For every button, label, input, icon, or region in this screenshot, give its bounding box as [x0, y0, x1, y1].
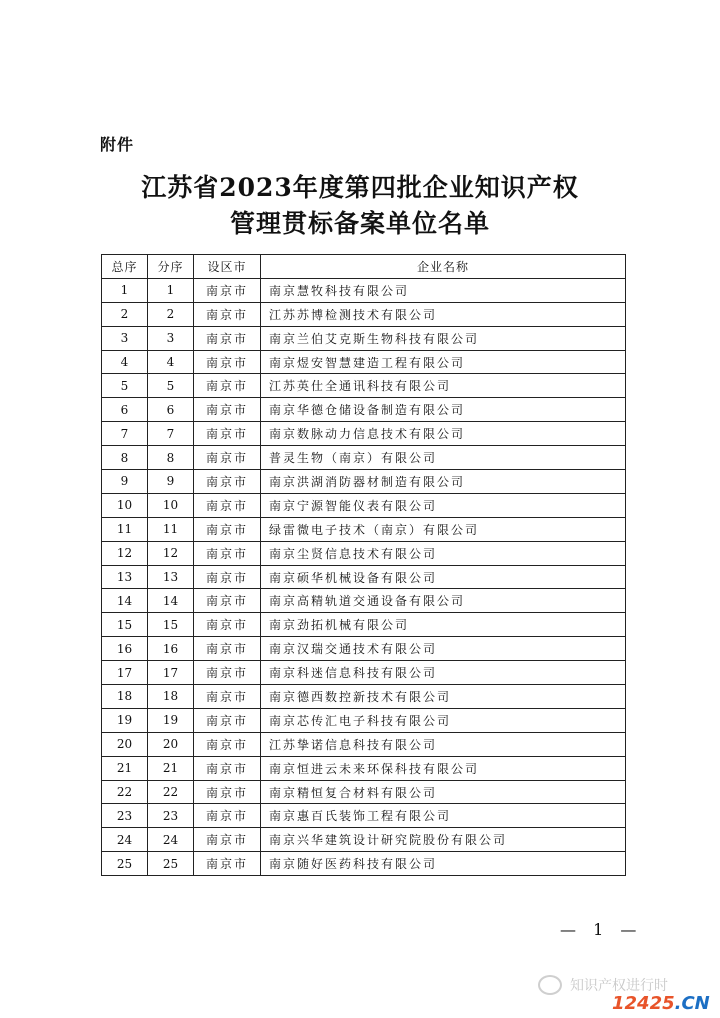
cell-total-index: 24 — [102, 828, 148, 852]
cell-sub-index: 3 — [148, 326, 194, 350]
table-row — [102, 374, 626, 398]
watermark-text: 知识产权进行时 — [570, 978, 668, 994]
cell-company-name: 南京洪湖消防器材制造有限公司 — [261, 470, 626, 494]
wechat-icon — [538, 975, 562, 995]
cell-total-index: 25 — [102, 852, 148, 876]
table-row — [102, 780, 626, 804]
cell-sub-index: 14 — [148, 589, 194, 613]
cell-total-index: 19 — [102, 708, 148, 732]
cell-total-index: 17 — [102, 661, 148, 685]
table-row — [102, 756, 626, 780]
table-row — [102, 589, 626, 613]
cell-total-index: 20 — [102, 732, 148, 756]
cell-company-name: 南京数脉动力信息技术有限公司 — [261, 422, 626, 446]
cell-sub-index: 17 — [148, 661, 194, 685]
cell-city: 南京市 — [194, 422, 261, 446]
cell-sub-index: 11 — [148, 517, 194, 541]
cell-total-index: 1 — [102, 278, 148, 302]
cell-city: 南京市 — [194, 661, 261, 685]
cell-company-name: 南京劲拓机械有限公司 — [261, 613, 626, 637]
cell-city: 南京市 — [194, 589, 261, 613]
cell-sub-index: 16 — [148, 637, 194, 661]
cell-total-index: 22 — [102, 780, 148, 804]
cell-sub-index: 18 — [148, 685, 194, 709]
table-row — [102, 852, 626, 876]
table-row — [102, 661, 626, 685]
cell-city: 南京市 — [194, 517, 261, 541]
cell-company-name: 南京慧牧科技有限公司 — [261, 278, 626, 302]
attachment-label: 附件 — [100, 135, 135, 154]
cell-company-name: 南京随好医药科技有限公司 — [261, 852, 626, 876]
cell-total-index: 8 — [102, 446, 148, 470]
cell-sub-index: 10 — [148, 493, 194, 517]
cell-city: 南京市 — [194, 613, 261, 637]
table-row — [102, 398, 626, 422]
cell-company-name: 南京兰伯艾克斯生物科技有限公司 — [261, 326, 626, 350]
cell-company-name: 南京高精轨道交通设备有限公司 — [261, 589, 626, 613]
table-row — [102, 685, 626, 709]
cell-sub-index: 20 — [148, 732, 194, 756]
cell-city: 南京市 — [194, 278, 261, 302]
table-row — [102, 422, 626, 446]
table-row — [102, 470, 626, 494]
table-row — [102, 493, 626, 517]
cell-total-index: 18 — [102, 685, 148, 709]
cell-total-index: 21 — [102, 756, 148, 780]
table-row — [102, 732, 626, 756]
cell-company-name: 南京惠百氏装饰工程有限公司 — [261, 804, 626, 828]
table-row — [102, 637, 626, 661]
cell-total-index: 9 — [102, 470, 148, 494]
page-number: — 1 — — [560, 920, 643, 939]
cell-city: 南京市 — [194, 398, 261, 422]
cell-sub-index: 9 — [148, 470, 194, 494]
cell-company-name: 南京宁源智能仪表有限公司 — [261, 493, 626, 517]
site-watermark — [612, 993, 710, 1014]
cell-company-name: 南京汉瑞交通技术有限公司 — [261, 637, 626, 661]
header-company-name: 企业名称 — [261, 255, 626, 279]
cell-city: 南京市 — [194, 350, 261, 374]
table-row — [102, 302, 626, 326]
cell-city: 南京市 — [194, 756, 261, 780]
cell-company-name: 南京硕华机械设备有限公司 — [261, 565, 626, 589]
cell-city: 南京市 — [194, 541, 261, 565]
cell-sub-index: 19 — [148, 708, 194, 732]
cell-total-index: 10 — [102, 493, 148, 517]
table-header-row — [102, 255, 626, 279]
cell-sub-index: 25 — [148, 852, 194, 876]
cell-company-name: 江苏英仕全通讯科技有限公司 — [261, 374, 626, 398]
cell-sub-index: 12 — [148, 541, 194, 565]
cell-total-index: 14 — [102, 589, 148, 613]
cell-city: 南京市 — [194, 708, 261, 732]
cell-company-name: 南京德西数控新技术有限公司 — [261, 685, 626, 709]
cell-city: 南京市 — [194, 302, 261, 326]
cell-sub-index: 24 — [148, 828, 194, 852]
cell-city: 南京市 — [194, 637, 261, 661]
table-row — [102, 565, 626, 589]
cell-company-name: 南京芯传汇电子科技有限公司 — [261, 708, 626, 732]
cell-company-name: 南京恒进云未来环保科技有限公司 — [261, 756, 626, 780]
cell-sub-index: 7 — [148, 422, 194, 446]
cell-total-index: 3 — [102, 326, 148, 350]
wechat-watermark — [538, 975, 668, 995]
cell-sub-index: 8 — [148, 446, 194, 470]
cell-total-index: 7 — [102, 422, 148, 446]
cell-city: 南京市 — [194, 685, 261, 709]
header-total-index: 总序 — [102, 255, 148, 279]
cell-company-name: 普灵生物（南京）有限公司 — [261, 446, 626, 470]
cell-total-index: 11 — [102, 517, 148, 541]
cell-city: 南京市 — [194, 565, 261, 589]
cell-city: 南京市 — [194, 804, 261, 828]
cell-sub-index: 22 — [148, 780, 194, 804]
table-row — [102, 613, 626, 637]
table-row — [102, 350, 626, 374]
table-row — [102, 828, 626, 852]
table-row — [102, 278, 626, 302]
cell-city: 南京市 — [194, 780, 261, 804]
cell-sub-index: 5 — [148, 374, 194, 398]
cell-city: 南京市 — [194, 374, 261, 398]
table-row — [102, 446, 626, 470]
cell-total-index: 16 — [102, 637, 148, 661]
header-city: 设区市 — [194, 255, 261, 279]
cell-company-name: 南京科迷信息科技有限公司 — [261, 661, 626, 685]
cell-city: 南京市 — [194, 732, 261, 756]
cell-city: 南京市 — [194, 446, 261, 470]
table-row — [102, 326, 626, 350]
cell-company-name: 南京华德仓储设备制造有限公司 — [261, 398, 626, 422]
cell-total-index: 2 — [102, 302, 148, 326]
cell-city: 南京市 — [194, 326, 261, 350]
document-title-line-2: 管理贯标备案单位名单 — [229, 209, 490, 238]
cell-sub-index: 6 — [148, 398, 194, 422]
table-row — [102, 708, 626, 732]
table-row — [102, 517, 626, 541]
cell-company-name: 江苏苏博检测技术有限公司 — [261, 302, 626, 326]
cell-total-index: 23 — [102, 804, 148, 828]
site-number: 12425 — [612, 993, 675, 1014]
cell-city: 南京市 — [194, 828, 261, 852]
table-row — [102, 804, 626, 828]
site-suffix: .CN — [674, 993, 710, 1014]
cell-company-name: 南京精恒复合材料有限公司 — [261, 780, 626, 804]
cell-sub-index: 23 — [148, 804, 194, 828]
cell-sub-index: 21 — [148, 756, 194, 780]
cell-total-index: 6 — [102, 398, 148, 422]
cell-city: 南京市 — [194, 493, 261, 517]
cell-sub-index: 1 — [148, 278, 194, 302]
cell-sub-index: 4 — [148, 350, 194, 374]
document-title-line-1: 江苏省2023年度第四批企业知识产权 — [141, 173, 579, 202]
cell-total-index: 12 — [102, 541, 148, 565]
cell-total-index: 15 — [102, 613, 148, 637]
cell-company-name: 绿雷微电子技术（南京）有限公司 — [261, 517, 626, 541]
cell-company-name: 南京煜安智慧建造工程有限公司 — [261, 350, 626, 374]
cell-sub-index: 15 — [148, 613, 194, 637]
cell-city: 南京市 — [194, 470, 261, 494]
cell-company-name: 南京兴华建筑设计研究院股份有限公司 — [261, 828, 626, 852]
header-sub-index: 分序 — [148, 255, 194, 279]
cell-company-name: 南京尘贤信息技术有限公司 — [261, 541, 626, 565]
cell-total-index: 13 — [102, 565, 148, 589]
cell-sub-index: 2 — [148, 302, 194, 326]
cell-total-index: 5 — [102, 374, 148, 398]
cell-total-index: 4 — [102, 350, 148, 374]
cell-sub-index: 13 — [148, 565, 194, 589]
cell-city: 南京市 — [194, 852, 261, 876]
table-row — [102, 541, 626, 565]
company-list-table — [101, 254, 626, 876]
cell-company-name: 江苏挚诺信息科技有限公司 — [261, 732, 626, 756]
